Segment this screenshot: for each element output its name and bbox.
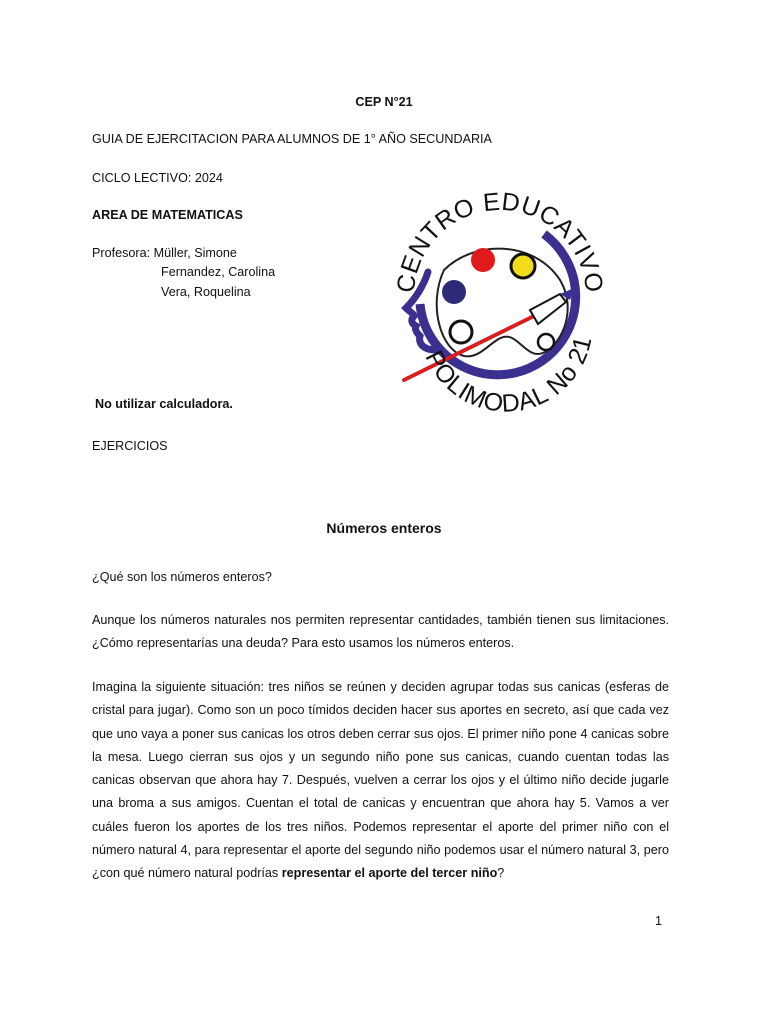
brush-head-icon <box>530 294 566 324</box>
school-logo <box>384 184 616 424</box>
paragraph-2 <box>92 676 669 886</box>
paragraph-2-text <box>92 676 669 886</box>
paragraph-2-start: Imagina la siguiente situación: tres niños se reúnen y deciden agrupar todas sus canicas (esferas de cristal para jugar). Como son un poco tímidos deciden hacer sus aportes en secreto, así que cada vez que uno vaya a poner sus canicas los otros deben cerrar sus ojos. El primer niño pone 4 canicas sobre la mesa. Luego cierran sus ojos y un segundo niño pone sus canicas, cuando cuentan todas las canicas observan que ahora hay 7. Después, vuelven a cerrar los ojos y el último niño decide jugarle una broma a sus amigos. Cuentan el total de canicas y encuentran que ahora hay 5. Vamos a ver cuáles fueron los aportes de los tres niños. Podemos representar el aporte del primer niño con el número natural 4, para representar el aporte del segundo niño podemos usar el número natural 3, pero ¿con qué número natural podrías <box>92 680 669 881</box>
paragraph-2-end: ? <box>497 866 505 881</box>
section-title: Números enteros <box>326 520 442 536</box>
teacher-2: Fernandez, Carolina <box>161 265 276 279</box>
paint-dot-yellow <box>511 254 535 278</box>
guide-title: GUIA DE EJERCITACION PARA ALUMNOS DE 1° AÑO SECUNDARIA <box>92 132 492 146</box>
paint-dot-red <box>471 248 495 272</box>
page-number: 1 <box>655 914 663 928</box>
teacher-1: Profesora: Müller, Simone <box>92 246 237 260</box>
school-name: CEP N°21 <box>355 95 413 109</box>
exercises-label: EJERCICIOS <box>92 439 168 453</box>
area-title: AREA DE MATEMATICAS <box>92 208 243 222</box>
paragraph-1-text: Aunque los números naturales nos permiten representar cantidades, también tienen sus limitaciones. ¿Cómo representarías una deuda? Para esto usamos los números enteros. <box>92 613 669 651</box>
logo-bottom-text: POLIMODAL No 21 <box>419 333 598 418</box>
paint-dot-empty-2 <box>538 334 554 350</box>
calculator-note: No utilizar calculadora. <box>95 397 233 411</box>
school-year: CICLO LECTIVO: 2024 <box>92 171 223 185</box>
paragraph-2-emphasis: representar el aporte del tercer niño <box>281 866 498 881</box>
section-question: ¿Qué son los números enteros? <box>92 570 272 584</box>
logo-top-text: CENTRO EDUCATIVO <box>391 187 609 295</box>
paint-dot-empty-1 <box>450 321 472 343</box>
paint-dot-blue <box>442 280 466 304</box>
teacher-3: Vera, Roquelina <box>161 285 251 299</box>
paragraph-1 <box>92 609 669 656</box>
